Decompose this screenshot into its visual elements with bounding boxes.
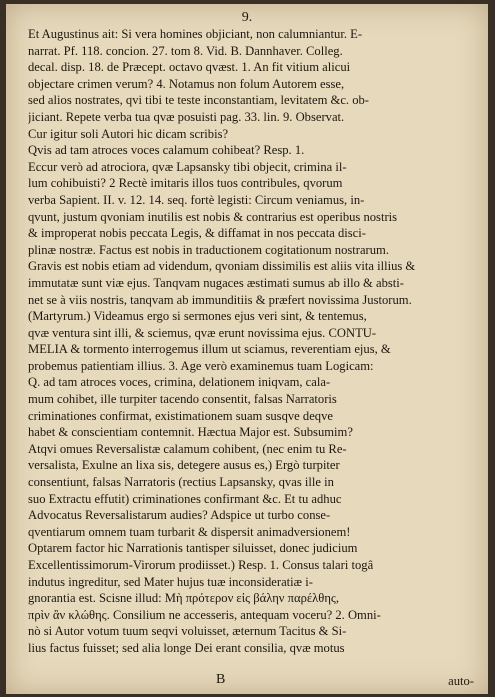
text-line: nò si Autor votum tuum seqvi voluisset, æternum Tacitus & Si- bbox=[28, 624, 347, 639]
text-line: qvunt, justum qvoniam inutilis est nobis & contrarius est operibus nostris bbox=[28, 209, 398, 224]
catchword: auto- bbox=[448, 674, 474, 688]
text-line: Gravis est nobis etiam ad videndum, qvoniam dissimilis est aliis vita illius & bbox=[28, 259, 416, 274]
text-line: Advocatus Reversalistarum audies? Adspice ut turbo conse- bbox=[28, 508, 331, 523]
text-line: decal. disp. 18. de Præcept. octavo qvæst. 1. An fit vitium alicui bbox=[28, 60, 351, 75]
text-line: gnorantia est. Scisne illud: Μὴ πρότερον εἰς βάλην παρέλθης, bbox=[28, 591, 340, 606]
text-line: criminationes confirmat, existimationem suam susqve deqve bbox=[28, 408, 333, 423]
text-line: πρὶν ἂν κλώθης. Consilium ne accesseris, antequam voceru? 2. Omni- bbox=[28, 607, 381, 622]
signature-mark: B bbox=[216, 672, 226, 687]
text-line: Cur igitur soli Autori hic dicam scribis? bbox=[28, 126, 229, 141]
text-line: plinæ nostræ. Factus est nobis in traductionem cogitationum nostrarum. bbox=[28, 242, 389, 257]
text-line: qventiarum omnem tuam turbarit & dispersit animadversionem! bbox=[28, 524, 351, 539]
document-page bbox=[6, 4, 488, 694]
text-line: sed alios nostrates, qvi tibi te teste inconstantiam, levitatem &c. ob- bbox=[28, 93, 370, 108]
text-line: Atqvi omues Reversalistæ calamum cohibent, (nec enim tu Re- bbox=[28, 441, 347, 456]
text-line: Et Augustinus ait: Si vera homines objiciant, non calumniantur. E- bbox=[28, 27, 363, 41]
text-line: net se à viis nostris, tanqvam ab immunditiis & præfert novissima Justorum. bbox=[28, 292, 412, 307]
text-body bbox=[28, 26, 476, 657]
text-line: MELIA & tormento interrogemus illum ut sciamus, reverentiam ejus, & bbox=[28, 342, 391, 357]
text-line: Excellentissimorum-Virorum prodiisset.) Resp. 1. Consus talari togâ bbox=[28, 558, 374, 572]
page-footer bbox=[6, 672, 488, 692]
page-number: 9. bbox=[241, 10, 253, 25]
text-line: Q. ad tam atroces voces, crimina, delationem iniqvam, cala- bbox=[28, 375, 331, 390]
text-line: jiciant. Repete verba tua qvæ posuisti pag. 33. lin. 9. Observat. bbox=[28, 109, 345, 124]
text-line: indutus ingreditur, sed Mater hujus tuæ inconsideratiæ i- bbox=[28, 574, 313, 589]
text-line: objectare crimen verum? 4. Notamus non folum Autorem esse, bbox=[28, 76, 345, 91]
text-line: mum cohibet, ille turpiter tacendo consentit, falsas Narratoris bbox=[28, 392, 337, 407]
text-line: probemus patientiam illius. 3. Age verò examinemus tuam Logicam: bbox=[28, 358, 374, 373]
text-line: lius factus fuisset; sed alia longe Dei erant consilia, qvæ motus bbox=[28, 640, 345, 655]
text-line: Qvis ad tam atroces voces calamum cohibeat? Resp. 1. bbox=[28, 143, 305, 158]
text-line: verba Sapient. II. v. 12. 14. seq. fortè legisti: Circum veniamus, in- bbox=[28, 192, 365, 207]
text-line: Eccur verò ad atrociora, qvæ Lapsansky tibi objecit, crimina il- bbox=[28, 159, 347, 174]
text-line: (Martyrum.) Videamus ergo si sermones ejus veri sint, & tentemus, bbox=[28, 309, 367, 324]
text-line: qvæ ventura sint illi, & sciemus, qvæ erunt novissima ejus. CONTU- bbox=[28, 325, 377, 340]
text-line: lum cohibuisti? 2 Rectè imitaris illos tuos contribules, qvorum bbox=[28, 176, 343, 191]
text-line: suo Extractu effutit) criminationes confirmant &c. Et tu adhuc bbox=[28, 491, 342, 506]
text-line: narrat. Pf. 118. concion. 27. tom 8. Vid. B. Dannhaver. Colleg. bbox=[28, 43, 343, 58]
text-line: habet & conscientiam contemnit. Hæctua Major est. Subsumim? bbox=[28, 425, 353, 440]
text-line: versalista, Exulne an lixa sis, detegere ausus es,) Ergò turpiter bbox=[28, 458, 340, 473]
text-line: immutatæ sunt viæ ejus. Tanqvam nugaces æstimati sumus ab illo & absti- bbox=[28, 275, 404, 290]
text-line: Optarem factor hic Narrationis tantisper siluisset, donec judicium bbox=[28, 541, 358, 556]
text-line: consentiunt, falsas Narratoris (rectius Lapsansky, qvas ille in bbox=[28, 475, 334, 490]
text-line: & improperat nobis peccata Legis, & diffamat in nos peccata disci- bbox=[28, 226, 366, 241]
